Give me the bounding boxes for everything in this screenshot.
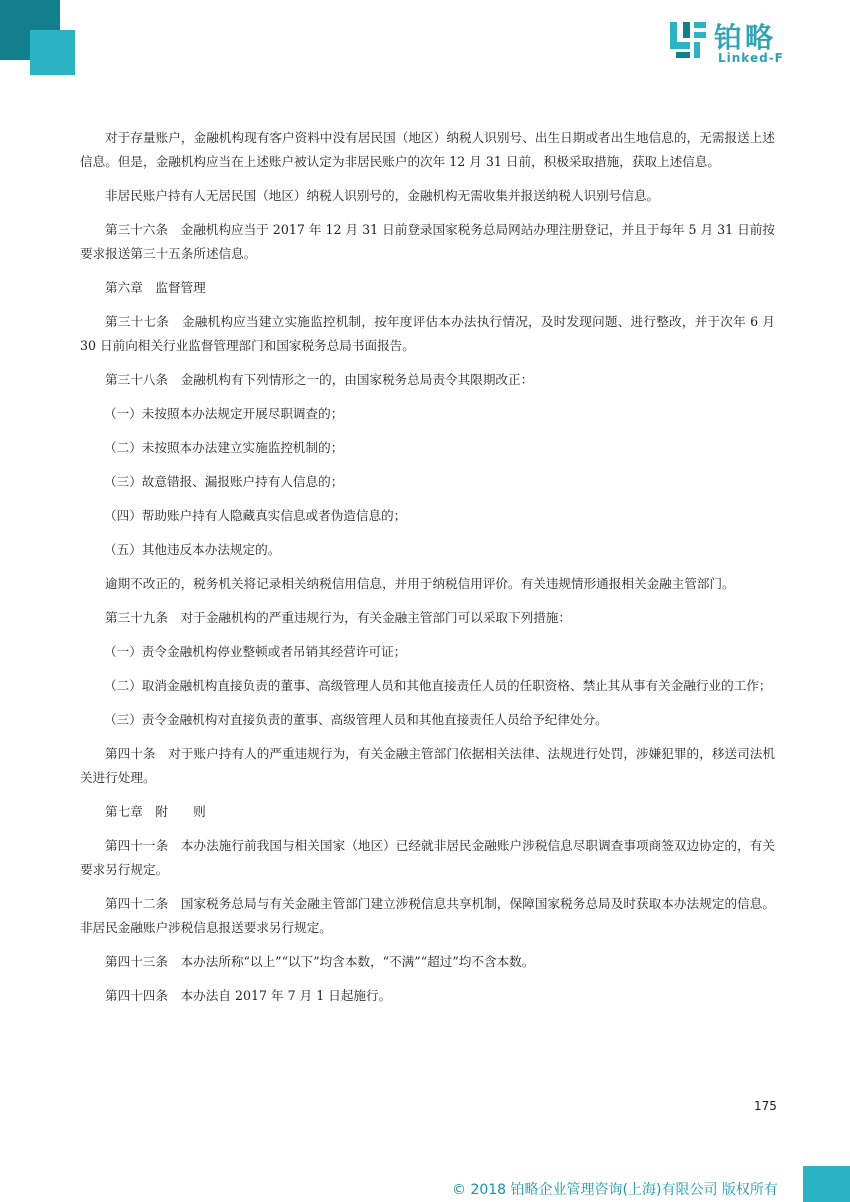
list-item: （一）责令金融机构停业整顿或者吊销其经营许可证；	[104, 644, 407, 659]
article-37: 第三十七条 金融机构应当建立实施监控机制，按年度评估本办法执行情况，及时发现问题、进行整改，并于次年 6 月 30 日前向相关行业监督管理部门和国家税务总局书面报告。	[80, 314, 775, 353]
article-39: 第三十九条 对于金融机构的严重违规行为，有关金融主管部门可以采取下列措施：	[105, 610, 571, 625]
article-44: 第四十四条 本办法自 2017 年 7 月 1 日起施行。	[105, 988, 392, 1003]
list-item: （二）取消金融机构直接负责的董事、高级管理人员和其他直接责任人员的任职资格、禁止其从事有关金融行业的工作；	[104, 678, 772, 693]
paragraph: 非居民账户持有人无居民国（地区）纳税人识别号的，金融机构无需收集并报送纳税人识别号信息。	[105, 188, 660, 203]
document-body	[80, 126, 775, 1018]
logo-english-name: Linked-F	[718, 51, 784, 65]
logo-chinese-name: 铂略	[714, 21, 777, 54]
footer-copyright: © 2018 铂略企业管理咨询(上海)有限公司 版权所有	[452, 1182, 778, 1198]
article-40: 第四十条 对于账户持有人的严重违规行为，有关金融主管部门依据相关法律、法规进行处罚，涉嫌犯罪的，移送司法机关进行处理。	[80, 746, 775, 785]
paragraph: 对于存量账户，金融机构现有客户资料中没有居民国（地区）纳税人识别号、出生日期或者出生地信息的，无需报送上述信息。但是，金融机构应当在上述账户被认定为非居民账户的次年 12 月 31 日前，积极采取措施，获取上述信息。	[80, 130, 775, 169]
list-item: （二）未按照本办法建立实施监控机制的；	[104, 440, 344, 455]
article-38: 第三十八条 金融机构有下列情形之一的，由国家税务总局责令其限期改正：	[105, 372, 534, 387]
list-item: （三）责令金融机构对直接负责的董事、高级管理人员和其他直接责任人员给予纪律处分。	[104, 712, 608, 727]
list-item: （四）帮助账户持有人隐藏真实信息或者伪造信息的；	[104, 508, 407, 523]
chapter-heading: 第七章 附 则	[105, 804, 206, 819]
page-number: 175	[754, 1099, 777, 1113]
list-item: （五）其他违反本办法规定的。	[104, 542, 281, 557]
chapter-heading: 第六章 监督管理	[105, 280, 206, 295]
article-42: 第四十二条 国家税务总局与有关金融主管部门建立涉税信息共享机制，保障国家税务总局及时获取本办法规定的信息。非居民金融账户涉税信息报送要求另行规定。	[80, 896, 775, 935]
article-43: 第四十三条 本办法所称“以上”“以下”均含本数，“不满”“超过”均不含本数。	[105, 954, 535, 969]
footer-decoration	[803, 1166, 850, 1202]
company-logo	[668, 20, 798, 68]
corner-decoration-light	[30, 30, 75, 75]
list-item: （一）未按照本办法规定开展尽职调查的；	[104, 406, 344, 421]
article-41: 第四十一条 本办法施行前我国与相关国家（地区）已经就非居民金融账户涉税信息尽职调查事项商签双边协定的，有关要求另行规定。	[80, 838, 775, 877]
list-item: （三）故意错报、漏报账户持有人信息的；	[104, 474, 344, 489]
article-36: 第三十六条 金融机构应当于 2017 年 12 月 31 日前登录国家税务总局网站办理注册登记，并且于每年 5 月 31 日前按要求报送第三十五条所述信息。	[80, 222, 775, 261]
logo-mark-icon	[668, 20, 708, 60]
paragraph: 逾期不改正的，税务机关将记录相关纳税信用信息，并用于纳税信用评价。有关违规情形通报相关金融主管部门。	[105, 576, 735, 591]
